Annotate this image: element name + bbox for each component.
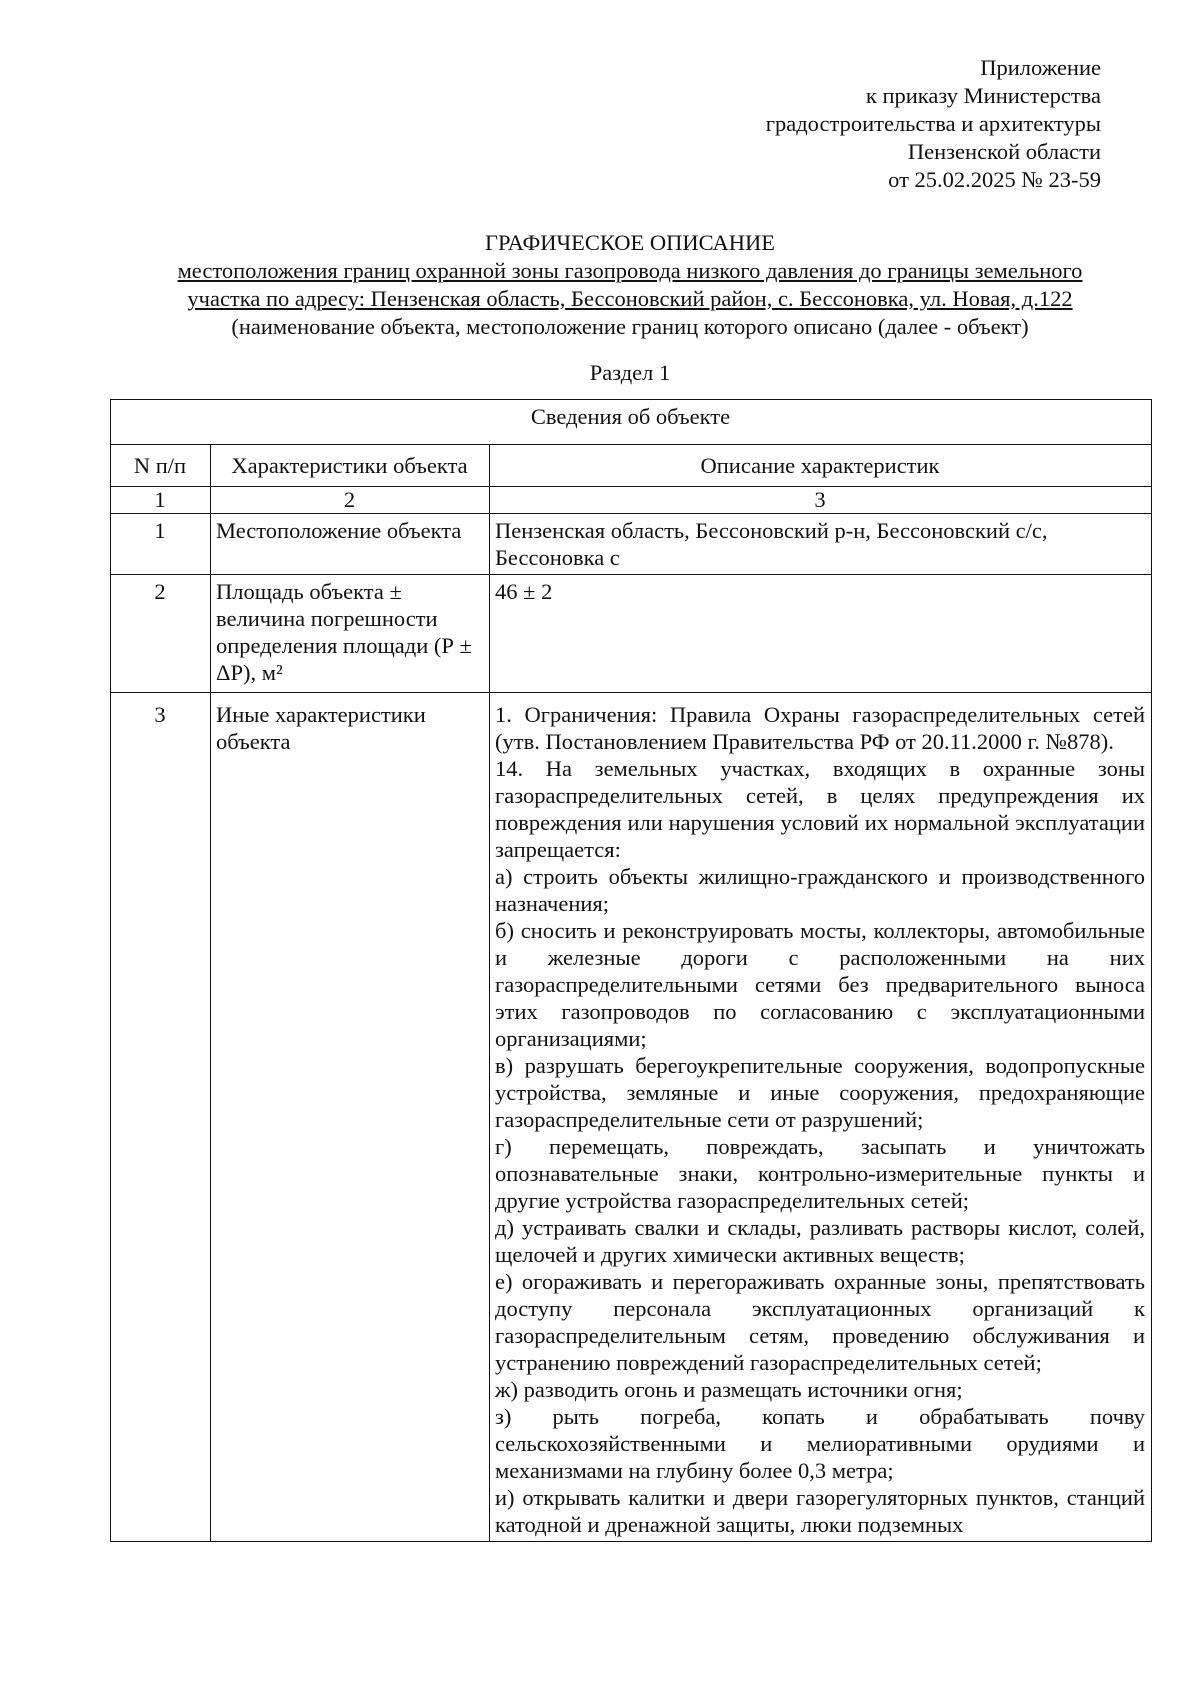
description-paragraph: в) разрушать берегоукрепительные сооружения, водопропускные устройства, земляные и иные сооружения, предохраняющие газораспределительные сети от разрушений;	[495, 1053, 1145, 1132]
object-name-line: участка по адресу: Пензенская область, Бессоновский район, с. Бессоновка, ул. Новая, д.122	[187, 286, 1073, 311]
table-row	[111, 575, 1152, 693]
row-characteristic: Площадь объекта ± величина погрешности определения площади (Р ± ΔР), м²	[211, 575, 490, 693]
appendix-order-date: от 25.02.2025 № 23-59	[888, 167, 1101, 192]
object-info-table	[110, 399, 1152, 1542]
object-name-line: местоположения границ охранной зоны газопровода низкого давления до границы земельного	[177, 258, 1083, 283]
appendix-line: Пензенской области	[907, 139, 1101, 164]
appendix-line: градостроительства и архитектуры	[765, 111, 1101, 136]
document-heading	[110, 229, 1150, 341]
appendix-block	[501, 54, 1101, 194]
row-description	[490, 693, 1152, 1542]
appendix-line: к приказу Министерства	[865, 83, 1101, 108]
table-title-row	[111, 400, 1152, 445]
description-paragraph: ж) разводить огонь и размещать источники огня;	[495, 1377, 963, 1402]
description-paragraph: 46 ± 2	[495, 579, 553, 604]
description-paragraph: е) огораживать и перегораживать охранные зоны, препятствовать доступу персонала эксплуатационных организаций к газораспределительным сетям, проведению обслуживания и устранению повреждений газораспределительных сетей;	[495, 1269, 1145, 1375]
description-paragraph: 14. На земельных участках, входящих в охранные зоны газораспределительных сетей, в целях предупреждения их повреждения или нарушения условий их нормальной эксплуатации запрещается:	[495, 756, 1145, 862]
header-cell-characteristic: Характеристики объекта	[211, 445, 490, 487]
section-label: Раздел 1	[589, 360, 671, 385]
description-paragraph: и) открывать калитки и двери газорегуляторных пунктов, станций катодной и дренажной защиты, люки подземных	[495, 1485, 1145, 1537]
description-paragraph: д) устраивать свалки и склады, разливать растворы кислот, солей, щелочей и других химически активных веществ;	[495, 1215, 1145, 1267]
table-header-row	[111, 445, 1152, 487]
description-paragraph: б) сносить и реконструировать мосты, коллекторы, автомобильные и железные дороги с расположенными на них газораспределительными сетями без предварительного выноса этих газопроводов по согласованию с эксплуатационными организациями;	[495, 918, 1145, 1051]
description-paragraph: г) перемещать, повреждать, засыпать и уничтожать опознавательные знаки, контрольно-измерительные пункты и другие устройства газораспределительных сетей;	[495, 1134, 1145, 1213]
column-number-cell: 2	[211, 487, 490, 514]
row-number: 3	[111, 693, 211, 1542]
document-title: ГРАФИЧЕСКОЕ ОПИСАНИЕ	[484, 230, 776, 255]
description-paragraph: Пензенская область, Бессоновский р-н, Бессоновский с/с, Бессоновка с	[495, 518, 1048, 570]
row-number: 2	[111, 575, 211, 693]
row-description	[490, 575, 1152, 693]
description-paragraph: а) строить объекты жилищно-гражданского и производственного назначения;	[495, 864, 1145, 916]
table-title: Сведения об объекте	[111, 400, 1152, 445]
table-row	[111, 693, 1152, 1542]
description-paragraph: 1. Ограничения: Правила Охраны газораспределительных сетей (утв. Постановлением Правительства РФ от 20.11.2000 г. №878).	[495, 702, 1145, 754]
column-number-row	[111, 487, 1152, 514]
row-characteristic: Местоположение объекта	[211, 514, 490, 575]
header-cell-description: Описание характеристик	[490, 445, 1152, 487]
description-paragraph: з) рыть погреба, копать и обрабатывать почву сельскохозяйственными и мелиоративными орудиями и механизмами на глубину более 0,3 метра;	[495, 1404, 1145, 1483]
object-name-caption: (наименование объекта, местоположение границ которого описано (далее - объект)	[231, 314, 1029, 339]
row-characteristic: Иные характеристики объекта	[211, 693, 490, 1542]
column-number-cell: 3	[490, 487, 1152, 514]
row-description	[490, 514, 1152, 575]
header-cell-number: N п/п	[111, 445, 211, 487]
row-number: 1	[111, 514, 211, 575]
appendix-line: Приложение	[980, 55, 1101, 80]
table-row	[111, 514, 1152, 575]
column-number-cell: 1	[111, 487, 211, 514]
